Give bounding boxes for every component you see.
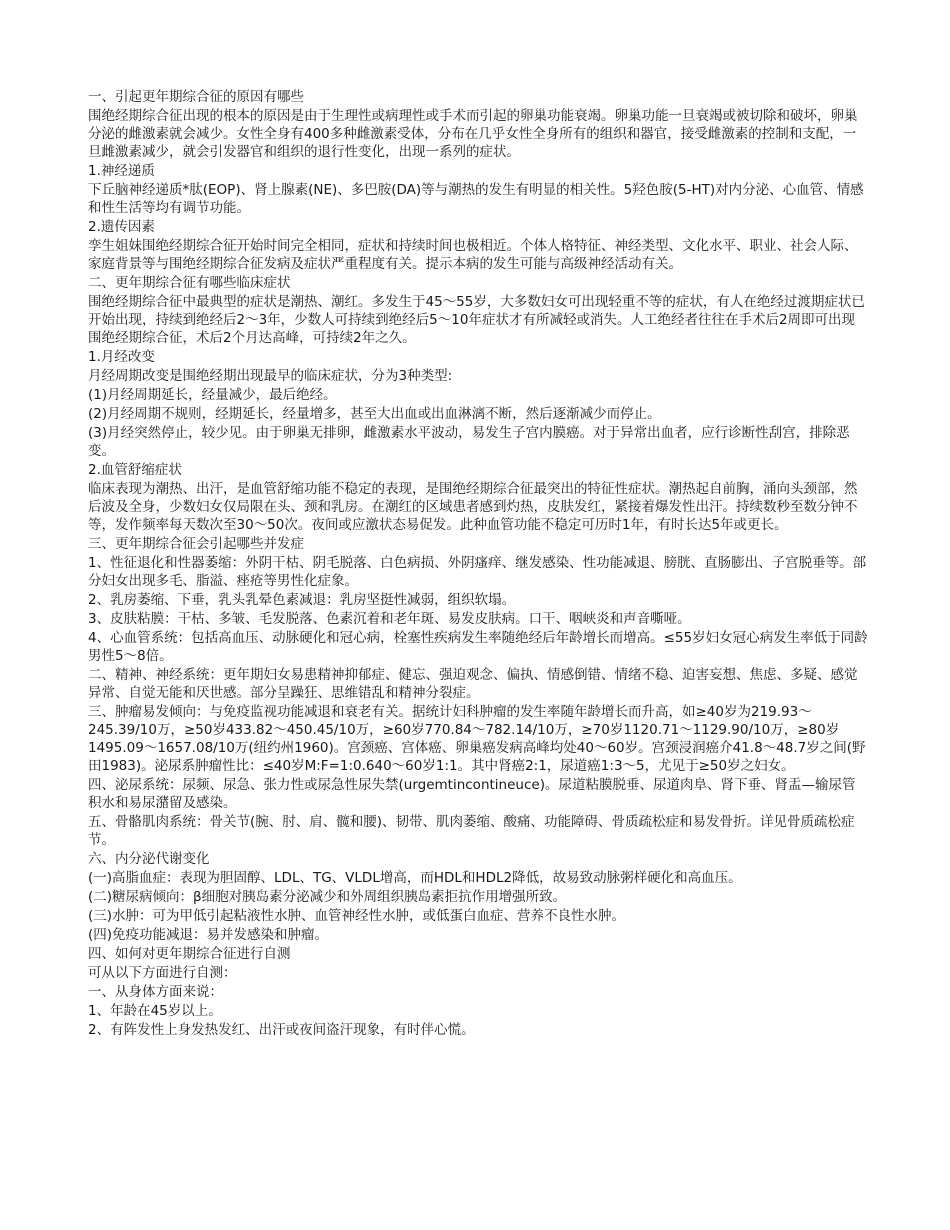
subheading-physical: 一、从身体方面来说： (88, 984, 223, 1000)
list-item-self-test-1: 1、年龄在45岁以上。 (88, 1003, 222, 1019)
list-item-menstrual-1: (1)月经周期延长，经量减少，最后绝经。 (88, 387, 337, 403)
heading-complications: 三、更年期综合征会引起哪些并发症 (88, 536, 304, 552)
paragraph-tumor: 三、肿瘤易发倾向：与免疫监视功能减退和衰老有关。据统计妇科肿瘤的发生率随年龄增长而升高，如≥40岁为219.93～245.39/10万，≥50岁433.82～450.45/10万，≥60岁770.84～782.14/10万，≥70岁1120.71～1129.90/10万，≥80岁1495.09～1657.08/10万(纽约州1960)。宫颈癌、宫体癌、卵巢癌发病高峰均处40～60岁。宫颈浸润癌介41.8～48.7岁之间(野田1983)。泌尿系肿瘤性比：≤40岁M:F=1:0.640～60岁1:1。其中肾癌2:1，尿道癌1:3～5，尤见于≥50岁之妇女。 (88, 704, 866, 774)
list-item-complication-1: 1、性征退化和性器萎缩：外阴干枯、阴毛脱落、白色病损、外阴瘙痒、继发感染、性功能减退、膀胱、直肠膨出、子宫脱垂等。部分妇女出现多毛、脂溢、痤疮等男性化症象。 (88, 555, 867, 589)
heading-self-test: 四、如何对更年期综合征进行自测 (88, 946, 291, 962)
list-item-endocrine-4: (四)免疫功能减退：易并发感染和肿瘤。 (88, 927, 329, 943)
paragraph-self-test-intro: 可从以下方面进行自测： (88, 965, 237, 981)
list-item-endocrine-2: (二)糖尿病倾向：β细胞对胰岛素分泌减少和外周组织胰岛素拒抗作用增强所致。 (88, 889, 567, 905)
list-item-complication-4: 4、心血管系统：包括高血压、动脉硬化和冠心病，栓塞性疾病发生率随绝经后年龄增长而增高。≤55岁妇女冠心病发生率低于同龄男性5～8倍。 (88, 630, 868, 664)
paragraph-genetic: 孪生姐妹围绝经期综合征开始时间完全相同，症状和持续时间也极相近。个体人格特征、神经类型、文化水平、职业、社会人际、家庭背景等与围绝经期综合征发病及症状严重程度有关。提示本病的发生可能与高级神经活动有关。 (88, 238, 858, 272)
document-body (88, 88, 868, 1040)
subheading-vasomotor: 2.血管舒缩症状 (88, 462, 182, 478)
subheading-menstrual: 1.月经改变 (88, 349, 155, 365)
subheading-neurotransmitter: 1.神经递质 (88, 163, 155, 179)
subheading-endocrine: 六、内分泌代谢变化 (88, 851, 210, 867)
subheading-genetic: 2.遗传因素 (88, 219, 155, 235)
list-item-endocrine-3: (三)水肿：可为甲低引起粘液性水肿、血管神经性水肿，或低蛋白血症、营养不良性水肿。 (88, 908, 626, 924)
list-item-menstrual-2: (2)月经周期不规则，经期延长，经量增多，甚至大出血或出血淋漓不断，然后逐渐减少而停止。 (88, 406, 661, 422)
paragraph-menstrual-intro: 月经周期改变是围绝经期出现最早的临床症状，分为3种类型: (88, 368, 453, 384)
paragraph-vasomotor: 临床表现为潮热、出汗，是血管舒缩功能不稳定的表现，是围绝经期综合征最突出的特征性症状。潮热起自前胸，涌向头颈部，然后波及全身，少数妇女仅局限在头、颈和乳房。在潮红的区域患者感到灼热，皮肤发红，紧接着爆发性出汗。持续数秒至数分钟不等，发作频率每天数次至30～50次。夜间或应激状态易促发。此种血管功能不稳定可历时1年，有时长达5年或更长。 (88, 481, 858, 533)
list-item-self-test-2: 2、有阵发性上身发热发红、出汗或夜间盗汗现象，有时伴心慌。 (88, 1022, 475, 1038)
list-item-complication-2: 2、乳房萎缩、下垂，乳头乳晕色素减退：乳房坚挺性减弱，组织软塌。 (88, 592, 516, 608)
paragraph-symptoms-intro: 围绝经期综合征中最典型的症状是潮热、潮红。多发生于45～55岁，大多数妇女可出现轻重不等的症状，有人在绝经过渡期症状已开始出现，持续到绝经后2～3年，少数人可持续到绝经后5～10年症状才有所减轻或消失。人工绝经者往往在手术后2周即可出现围绝经期综合征，术后2个月达高峰，可持续2年之久。 (88, 294, 865, 346)
heading-symptoms: 二、更年期综合征有哪些临床症状 (88, 275, 291, 291)
paragraph-causes-intro: 围绝经期综合征出现的根本的原因是由于生理性或病理性或手术而引起的卵巢功能衰竭。卵巢功能一旦衰竭或被切除和破坏，卵巢分泌的雌激素就会减少。女性全身有400多种雌激素受体，分布在几乎女性全身所有的组织和器官，接受雌激素的控制和支配，一旦雌激素减少，就会引发器官和组织的退行性变化，出现一系列的症状。 (88, 108, 858, 160)
list-item-menstrual-3: (3)月经突然停止，较少见。由于卵巢无排卵，雌激素水平波动，易发生子宫内膜癌。对于异常出血者，应行诊断性刮宫，排除恶变。 (88, 425, 850, 459)
paragraph-mental-nervous: 二、精神、神经系统：更年期妇女易患精神抑郁症、健忘、强迫观念、偏执、情感倒错、情绪不稳、迫害妄想、焦虑、多疑、感觉异常、自觉无能和厌世感。部分呈躁狂、思维错乱和精神分裂症。 (88, 667, 858, 701)
paragraph-musculoskeletal: 五、骨骼肌肉系统：骨关节(腕、肘、肩、髋和腰)、韧带、肌肉萎缩、酸痛、功能障碍、骨质疏松症和易发骨折。详见骨质疏松症节。 (88, 814, 855, 848)
paragraph-urinary: 四、泌尿系统：尿频、尿急、张力性或尿急性尿失禁(urgemtincontineuce)。尿道粘膜脱垂、尿道肉阜、肾下垂、肾盂—输尿管积水和易尿潴留及感染。 (88, 777, 856, 811)
list-item-endocrine-1: (一)高脂血症：表现为胆固醇、LDL、TG、VLDL增高，而HDL和HDL2降低，故易致动脉粥样硬化和高血压。 (88, 870, 742, 886)
paragraph-neurotransmitter: 下丘脑神经递质*肽(EOP)、肾上腺素(NE)、多巴胺(DA)等与潮热的发生有明显的相关性。5羟色胺(5-HT)对内分泌、心血管、情感和性生活等均有调节功能。 (88, 182, 864, 216)
list-item-complication-3: 3、皮肤粘膜：干枯、多皱、毛发脱落、色素沉着和老年斑、易发皮肤病。口干、咽峡炎和声音嘶哑。 (88, 611, 691, 627)
heading-causes: 一、引起更年期综合征的原因有哪些 (88, 89, 304, 105)
